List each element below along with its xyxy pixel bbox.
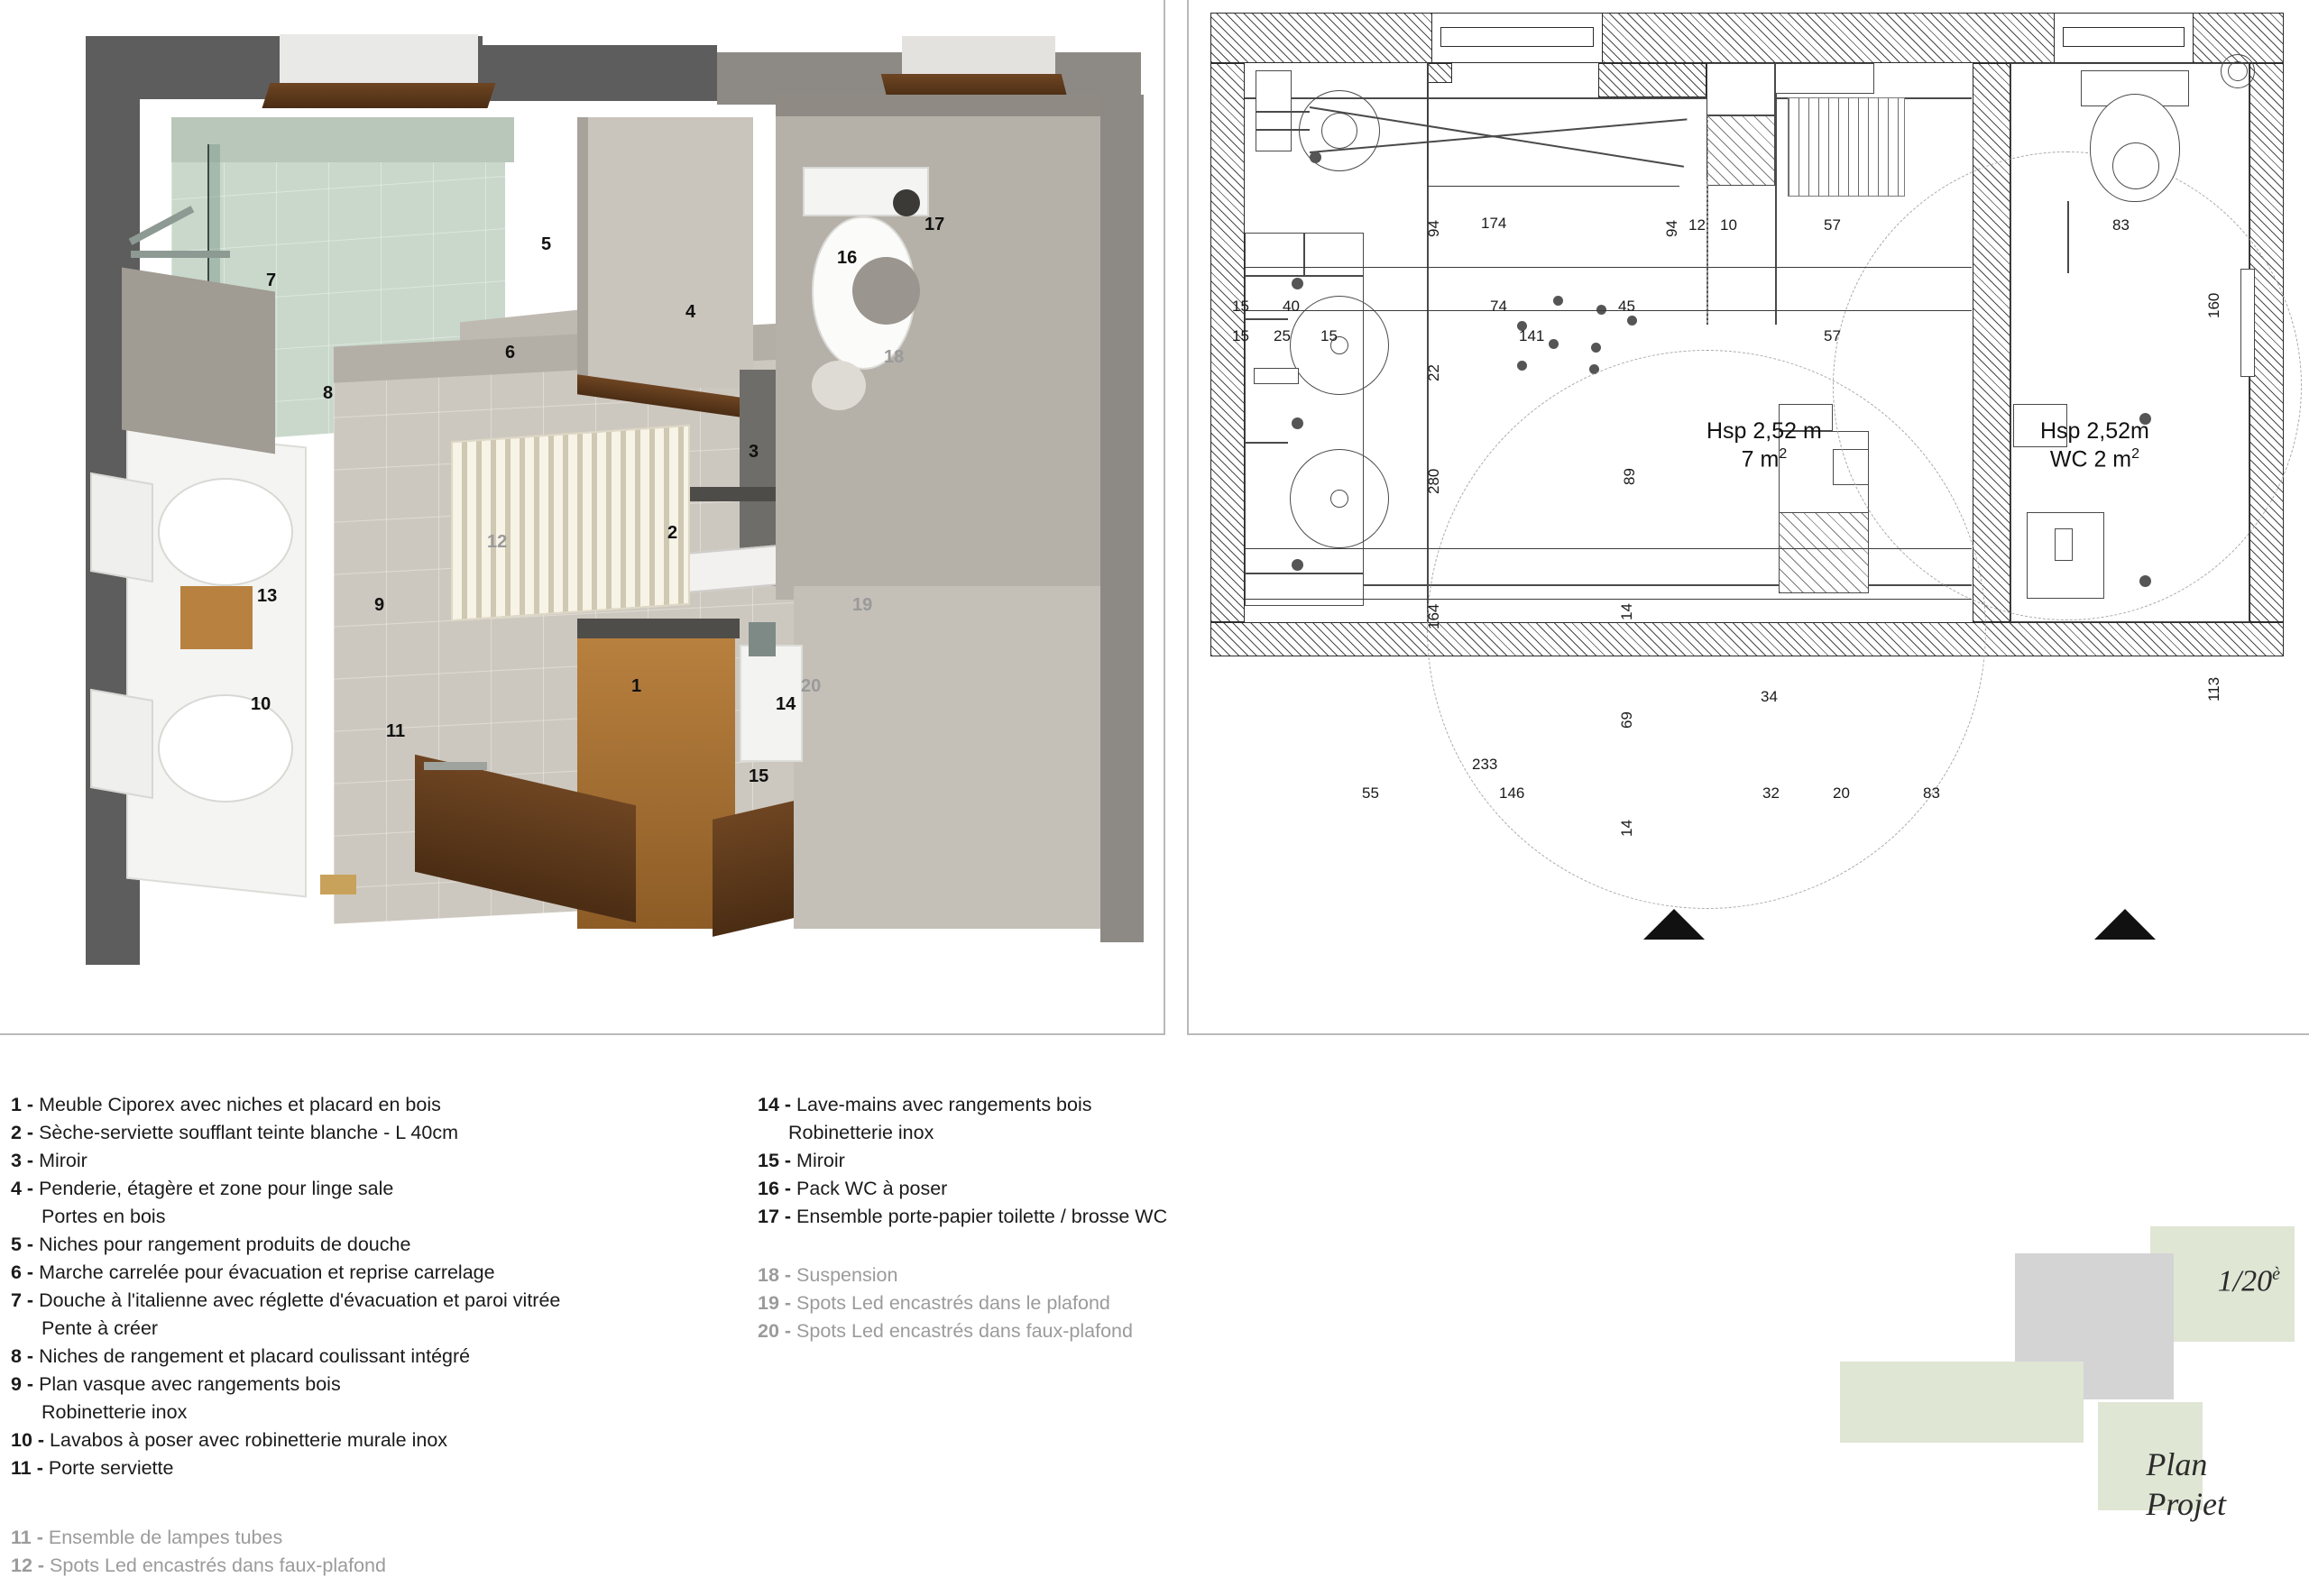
render-callout-16: 16 — [837, 248, 858, 268]
legend-item-number: 18 - — [758, 1264, 792, 1286]
dimension-14-31: 14 — [1618, 820, 1635, 837]
legend-item — [11, 1147, 758, 1175]
legend-item-number: 3 - — [11, 1150, 34, 1171]
legend-item-text: Spots Led encastrés dans faux-plafond — [44, 1555, 386, 1576]
legend-spacer — [758, 1231, 1245, 1261]
technical-plan-panel — [1187, 0, 2309, 1035]
legend-item-text: Ensemble de lampes tubes — [42, 1527, 283, 1548]
dimension-10-4: 10 — [1720, 216, 1737, 234]
dimension-160-16: 160 — [2205, 292, 2222, 318]
legend-item — [758, 1203, 1245, 1231]
legend-item — [758, 1289, 1245, 1317]
legend-item-subtext: Pente à créer — [41, 1317, 159, 1339]
plan-title-line1: Plan — [2146, 1446, 2208, 1482]
dimension-69-24: 69 — [1618, 711, 1635, 729]
render-callout-1: 1 — [631, 676, 642, 696]
render-callout-3: 3 — [749, 442, 759, 462]
legend-item — [758, 1175, 1245, 1203]
render-callout-8: 8 — [323, 383, 334, 403]
legend-item-number: 12 - — [11, 1555, 45, 1576]
scale-value: 1/20 — [2217, 1264, 2273, 1298]
render-callout-2: 2 — [667, 523, 678, 543]
legend-item-text: Niches de rangement et placard coulissant intégré — [33, 1345, 471, 1367]
dimension-94-2: 94 — [1663, 220, 1680, 237]
legend-item-subtext: Robinetterie inox — [788, 1122, 934, 1143]
legend-item-text: Meuble Ciporex avec niches et placard en bois — [33, 1094, 441, 1115]
legend-item-number: 7 - — [11, 1289, 34, 1311]
dimension-40-8: 40 — [1283, 298, 1300, 315]
legend-item — [11, 1175, 758, 1231]
dimension-146-27: 146 — [1499, 784, 1525, 802]
render-callout-5: 5 — [541, 234, 552, 254]
title-block — [1786, 1208, 2309, 1596]
legend-item-text: Porte serviette — [42, 1457, 174, 1479]
legend-item — [758, 1147, 1245, 1175]
dimension-113-23: 113 — [2205, 676, 2222, 702]
legend-item-number: 6 - — [11, 1261, 34, 1283]
room-label-wc: Hsp 2,52m WC 2 $m^2$ — [2040, 418, 2149, 472]
dimension-22-17: 22 — [1425, 364, 1442, 381]
render-callout-11: 11 — [386, 721, 406, 741]
legend-item-text: Douche à l'italienne avec réglette d'évacuation et paroi vitrée — [33, 1289, 561, 1311]
plan-stage — [1201, 7, 2295, 990]
wc-area-label: WC 2 m — [2049, 446, 2132, 472]
render-callout-18: 18 — [884, 347, 905, 367]
legend-item-text: Penderie, étagère et zone pour linge sale — [33, 1178, 394, 1199]
legend-item — [11, 1091, 758, 1119]
legend-item-text: Sèche-serviette soufflant teinte blanche - L 40cm — [33, 1122, 458, 1143]
render-callout-19: 19 — [852, 595, 873, 615]
legend-item-number: 16 - — [758, 1178, 792, 1199]
legend-item — [11, 1343, 758, 1371]
dimension-89-19: 89 — [1621, 468, 1638, 485]
legend-item-number: 15 - — [758, 1150, 792, 1171]
legend-spacer — [11, 1482, 758, 1524]
legend-item — [758, 1261, 1245, 1289]
dimension-15-7: 15 — [1232, 298, 1249, 315]
dimension-233-25: 233 — [1472, 756, 1498, 773]
legend-item — [11, 1524, 758, 1552]
plan-title-line2: Projet — [2146, 1486, 2226, 1522]
wc-height-label: Hsp 2,52m — [2040, 418, 2149, 444]
legend-column-left — [0, 1091, 758, 1580]
legend-item — [758, 1091, 1245, 1147]
dimension-141-14: 141 — [1519, 327, 1545, 344]
render-callout-9: 9 — [374, 595, 385, 615]
dimension-45-10: 45 — [1618, 298, 1635, 315]
legend-item — [11, 1119, 758, 1147]
legend-item-number: 5 - — [11, 1234, 34, 1255]
accent-block-green-2 — [1840, 1362, 2084, 1443]
render-callout-12: 12 — [487, 532, 508, 552]
legend-item-text: Ensemble porte-papier toilette / brosse WC — [791, 1206, 1168, 1227]
render-callout-13: 13 — [257, 586, 278, 606]
legend — [0, 1091, 1263, 1580]
legend-item — [11, 1426, 758, 1454]
dimension-83-30: 83 — [1923, 784, 1940, 802]
render-callout-10: 10 — [251, 694, 271, 714]
render-callout-15: 15 — [749, 766, 769, 786]
legend-item — [11, 1552, 758, 1580]
render-stage — [36, 9, 1145, 1001]
render-callout-4: 4 — [685, 302, 696, 322]
legend-item-text: Pack WC à poser — [791, 1178, 948, 1199]
legend-item-subtext: Portes en bois — [41, 1206, 166, 1227]
render-callout-20: 20 — [801, 676, 822, 696]
legend-item — [758, 1317, 1245, 1345]
dimension-57-5: 57 — [1824, 216, 1841, 234]
dimension-32-28: 32 — [1762, 784, 1780, 802]
legend-item-number: 9 - — [11, 1373, 34, 1395]
dimension-15-13: 15 — [1320, 327, 1338, 344]
render-callout-17: 17 — [925, 215, 945, 234]
dimension-164-20: 164 — [1425, 603, 1442, 629]
legend-item — [11, 1454, 758, 1482]
legend-item-number: 11 - — [11, 1527, 43, 1548]
legend-item-number: 20 - — [758, 1320, 792, 1342]
legend-item-number: 11 - — [11, 1457, 43, 1479]
legend-item-number: 17 - — [758, 1206, 792, 1227]
dimension-57-15: 57 — [1824, 327, 1841, 344]
dimension-94-1: 94 — [1425, 220, 1442, 237]
bathroom-height-label: Hsp 2,52 m — [1706, 418, 1822, 444]
dimension-15-11: 15 — [1232, 327, 1249, 344]
legend-item-text: Spots Led encastrés dans faux-plafond — [791, 1320, 1133, 1342]
render-panel — [0, 0, 1165, 1035]
scale-label: $1/20^è$ — [2217, 1264, 2280, 1298]
legend-item-number: 8 - — [11, 1345, 34, 1367]
legend-item — [11, 1231, 758, 1259]
legend-item-text: Plan vasque avec rangements bois — [33, 1373, 341, 1395]
dimension-20-29: 20 — [1833, 784, 1850, 802]
legend-item-text: Miroir — [33, 1150, 87, 1171]
dimension-174-0: 174 — [1481, 215, 1507, 232]
dimension-55-26: 55 — [1362, 784, 1379, 802]
dimension-34-22: 34 — [1761, 688, 1778, 705]
dimension-12-3: 12 — [1688, 216, 1706, 234]
legend-item-number: 1 - — [11, 1094, 34, 1115]
legend-item-text: Lave-mains avec rangements bois — [791, 1094, 1092, 1115]
legend-item-number: 19 - — [758, 1292, 792, 1314]
legend-item-text: Lavabos à poser avec robinetterie murale inox — [44, 1429, 448, 1451]
legend-item-text: Spots Led encastrés dans le plafond — [791, 1292, 1110, 1314]
render-callout-7: 7 — [266, 271, 277, 290]
render-callout-6: 6 — [505, 343, 516, 362]
dimension-74-9: 74 — [1490, 298, 1507, 315]
bathroom-area-label: 7 m — [1741, 446, 1780, 472]
render-callout-14: 14 — [776, 694, 796, 714]
dimension-280-18: 280 — [1425, 468, 1442, 494]
legend-column-right — [758, 1091, 1245, 1345]
legend-item — [11, 1371, 758, 1426]
legend-item-subtext: Robinetterie inox — [41, 1401, 188, 1423]
legend-item-text: Miroir — [791, 1150, 845, 1171]
legend-item-text: Niches pour rangement produits de douche — [33, 1234, 411, 1255]
legend-item-number: 14 - — [758, 1094, 792, 1115]
room-label-bathroom: Hsp 2,52 m 7 $m^2$ — [1706, 418, 1822, 472]
legend-item — [11, 1259, 758, 1287]
legend-item-text: Suspension — [791, 1264, 898, 1286]
legend-item-number: 4 - — [11, 1178, 34, 1199]
legend-item-number: 2 - — [11, 1122, 34, 1143]
dimension-25-12: 25 — [1274, 327, 1291, 344]
legend-item-text: Marche carrelée pour évacuation et reprise carrelage — [33, 1261, 495, 1283]
legend-item — [11, 1287, 758, 1343]
legend-item-number: 10 - — [11, 1429, 45, 1451]
dimension-83-6: 83 — [2112, 216, 2130, 234]
dimension-14-21: 14 — [1618, 603, 1635, 620]
plan-title — [2146, 1445, 2226, 1524]
